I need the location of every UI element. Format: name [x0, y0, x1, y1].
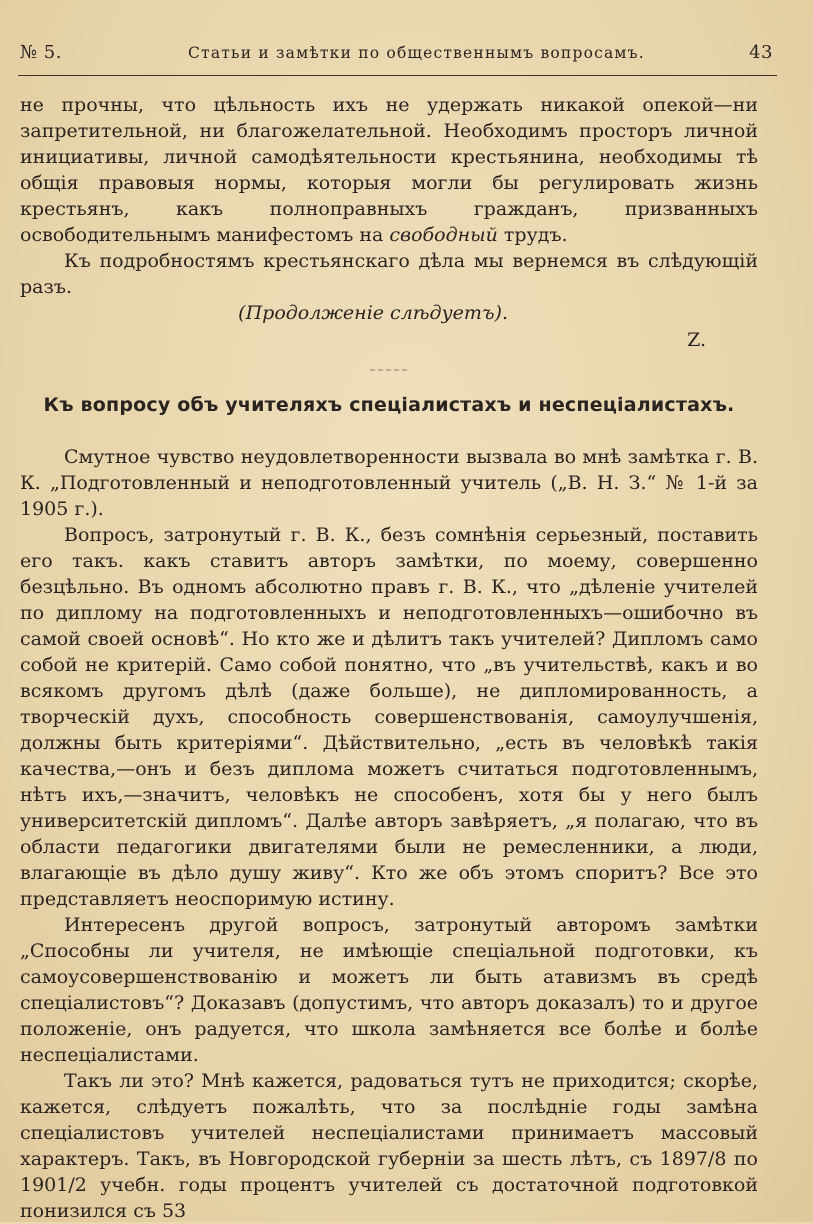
paragraph: Интересенъ другой вопросъ, затронутый авторомъ замѣтки „Способны ли учителя, не имѣющіе спеціальной подготовки, къ самоусовершенствованію и можетъ ли быть атавизмъ въ средѣ спеціалистовъ“? Доказавъ (допустимъ, что авторъ доказалъ) то и другое положеніе, онъ радуется, что школа замѣняется все болѣе и болѣе неспеціалистами.: [20, 914, 758, 1066]
paragraph: [20, 92, 758, 248]
header-rule: [18, 75, 777, 76]
running-header: [20, 42, 773, 70]
paragraph-text: не прочны, что цѣльность ихъ не удержать никакой опекой—ни запретительной, ни благожелательной. Необходимъ просторъ личной инициативы, личной самодѣятельности крестьянина, необходимы тѣ общія правовыя нормы, которыя могли бы регулировать жизнь крестьянъ, какъ полноправныхъ гражданъ, призванныхъ освободительнымъ манифестомъ на: [20, 94, 758, 246]
text-body: [20, 92, 758, 1224]
paragraph: Къ подробностямъ крестьянскаго дѣла мы вернемся въ слѣдующій разъ.: [20, 250, 758, 298]
article-heading: Къ вопросу объ учителяхъ спеціалистахъ и неспеціалистахъ.: [43, 394, 735, 416]
paragraph: Смутное чувство неудовлетворенности вызвала во мнѣ замѣтка г. В. К. „Подготовленный и неподготовленный учитель („В. Н. З.“ № 1-й за 1905 г.).: [20, 446, 758, 520]
author-signature: Z.: [687, 329, 706, 351]
paragraph: Такъ ли это? Мнѣ кажется, радоваться тутъ не приходится; скорѣе, кажется, слѣдуетъ пожалѣть, что за послѣдніе годы замѣна спеціалистовъ учителей неспеціалистами принимаетъ массовый характеръ. Такъ, въ Новгородской губерніи за шесть лѣтъ, съ 1897/8 по 1901/2 учебн. годы процентъ учителей съ достаточной подготовкой понизился съ 53: [20, 1070, 758, 1222]
italic-text: свободный: [389, 224, 498, 246]
running-title: Статьи и замѣтки по общественнымъ вопросамъ.: [188, 44, 645, 62]
continued-note: (Продолженіе слѣдуетъ).: [238, 302, 508, 324]
paragraph-text: трудъ.: [497, 224, 568, 246]
page-number: 43: [749, 42, 773, 63]
section-ornament: ˜˜˜˜˜: [369, 368, 409, 384]
issue-number: № 5.: [20, 42, 62, 63]
paragraph: Вопросъ, затронутый г. В. К., безъ сомнѣнія серьезный, поставить его такъ. какъ ставитъ авторъ замѣтки, по моему, совершенно безцѣльно. Въ одномъ абсолютно правъ г. В. К., что „дѣленіе учителей по диплому на подготовленныхъ и неподготовленныхъ—ошибочно въ самой своей основѣ“. Но кто же и дѣлитъ такъ учителей? Дипломъ само собой не критерій. Само собой понятно, что „въ учительствѣ, какъ и во всякомъ другомъ дѣлѣ (даже больше), не дипломированность, а творческій духъ, способность совершенствованія, самоулучшенія, должны быть критеріями“. Дѣйствительно, „есть въ человѣкѣ такія качества,—онъ и безъ диплома можетъ считаться подготовленнымъ, нѣтъ ихъ,—значитъ, человѣкъ не способенъ, хотя бы у него былъ университетскій дипломъ“. Далѣе авторъ завѣряетъ, „я полагаю, что въ области педагогики двигателями были не ремесленники, а люди, влагающіе въ дѣло душу живу“. Кто же объ этомъ споритъ? Все это представляетъ неоспоримую истину.: [20, 524, 758, 910]
